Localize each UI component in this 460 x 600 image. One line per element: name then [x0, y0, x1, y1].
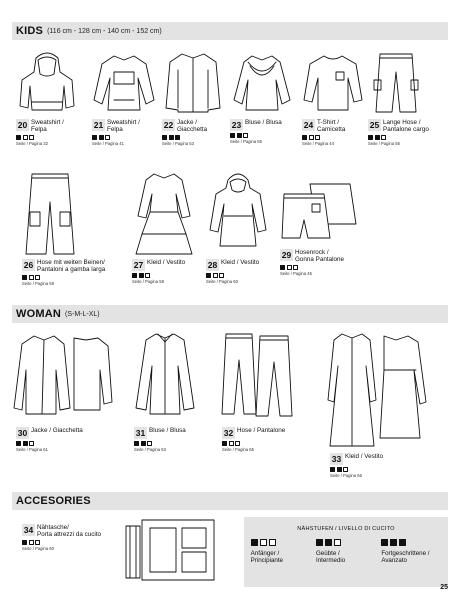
item-number: 25: [369, 120, 380, 130]
machine-filled-icon: [16, 135, 21, 140]
page-reference: Seite / Pagina 66: [330, 473, 362, 478]
item-number: 30: [17, 428, 28, 438]
skort-drawing: [280, 180, 360, 246]
item-name: Kleid / Vestito: [221, 259, 260, 266]
machine-filled-icon: [23, 441, 28, 446]
legend-level-beginner: [251, 539, 311, 565]
sweatshirt-hood-drawing: [16, 50, 78, 116]
page-reference: Seite / Pagina 59: [132, 279, 164, 284]
section-sizes: (S-M-L-XL): [65, 310, 100, 318]
item-label: [230, 119, 294, 131]
machine-empty-icon: [334, 539, 341, 546]
item-number: 31: [135, 428, 146, 438]
pattern-item-25[interactable]: [368, 50, 429, 146]
machine-filled-icon: [237, 133, 242, 138]
pattern-item-31[interactable]: [134, 330, 196, 452]
machine-empty-icon: [287, 265, 292, 270]
machine-empty-icon: [269, 539, 276, 546]
item-label: [302, 119, 364, 133]
page-reference: Seite / Pagina 56: [368, 141, 400, 147]
pattern-item-30[interactable]: [16, 330, 112, 452]
item-name: Sweatshirt / Felpa: [31, 119, 64, 134]
item-number: 26: [23, 260, 34, 270]
item-number: 24: [303, 120, 314, 130]
machine-empty-icon: [243, 133, 248, 138]
machine-filled-icon: [22, 540, 27, 545]
item-label: [368, 119, 429, 133]
machine-filled-icon: [368, 135, 373, 140]
machine-empty-icon: [105, 135, 110, 140]
machine-empty-icon: [343, 467, 348, 472]
difficulty-icons: [251, 539, 276, 546]
legend-label: Fortgeschrittene / Avanzato: [381, 550, 430, 565]
difficulty-icons: [22, 275, 105, 280]
machine-empty-icon: [309, 135, 314, 140]
machine-filled-icon: [22, 275, 27, 280]
item-name: Nähtasche/ Porta attrezzi da cucito: [37, 524, 102, 539]
item-label: [22, 524, 101, 538]
item-name: Lange Hose / Pantalone cargo: [383, 119, 429, 134]
item-label: [280, 249, 360, 263]
wide-leg-pants-drawing: [22, 172, 78, 256]
item-name: Sweatshirt / Felpa: [107, 119, 140, 134]
legend-label: Geübte / Intermedio: [315, 550, 346, 565]
machine-filled-icon: [132, 273, 137, 278]
item-name: Hosenrock / Gonna Pantalone: [295, 249, 345, 264]
page-reference: Seite / Pagina 60: [206, 279, 238, 284]
machine-filled-icon: [330, 467, 335, 472]
legend-level-advanced: [381, 539, 441, 565]
machine-empty-icon: [293, 265, 298, 270]
machine-filled-icon: [99, 135, 104, 140]
page-reference: Seite / Pagina 44: [302, 141, 334, 147]
page-reference: Seite / Pagina 60: [22, 546, 54, 552]
sewing-level-legend: [244, 517, 448, 587]
sewing-bag-icon: [124, 514, 220, 586]
machine-empty-icon: [35, 540, 40, 545]
item-number: 27: [133, 260, 144, 270]
pattern-item-29[interactable]: [280, 180, 360, 276]
machine-filled-icon: [337, 467, 342, 472]
machine-empty-icon: [229, 441, 234, 446]
difficulty-icons: [16, 441, 112, 446]
section-title: KIDS: [16, 25, 44, 37]
woman-dress-drawing: [330, 330, 430, 450]
difficulty-icons: [162, 135, 224, 140]
machine-empty-icon: [235, 441, 240, 446]
pattern-item-34[interactable]: [22, 520, 101, 551]
difficulty-icons: [316, 539, 341, 546]
pattern-item-32[interactable]: [222, 330, 292, 452]
machine-empty-icon: [29, 540, 34, 545]
machine-filled-icon: [390, 539, 397, 546]
machine-filled-icon: [139, 273, 144, 278]
item-number: 34: [23, 525, 34, 535]
page-reference: Seite / Pagina 65: [222, 447, 254, 452]
difficulty-icons: [230, 133, 294, 138]
machine-filled-icon: [175, 135, 180, 140]
machine-filled-icon: [230, 133, 235, 138]
pattern-item-26[interactable]: [22, 172, 105, 286]
difficulty-icons: [280, 265, 360, 270]
item-name: Bluse / Blusa: [245, 119, 282, 126]
machine-empty-icon: [29, 441, 34, 446]
item-number: 32: [223, 428, 234, 438]
machine-filled-icon: [206, 273, 211, 278]
machine-empty-icon: [35, 275, 40, 280]
page-reference: Seite / Pagina 53: [162, 141, 194, 147]
machine-filled-icon: [381, 539, 388, 546]
section-header-accessories: [12, 492, 448, 510]
difficulty-icons: [381, 539, 406, 546]
legend-level-intermediate: [316, 539, 376, 565]
difficulty-icons: [330, 467, 430, 472]
difficulty-icons: [368, 135, 429, 140]
machine-filled-icon: [375, 135, 380, 140]
item-name: Kleid / Vestito: [147, 259, 186, 266]
pattern-item-24[interactable]: [302, 50, 364, 146]
item-label: [22, 259, 105, 273]
difficulty-icons: [16, 135, 78, 140]
machine-filled-icon: [251, 539, 258, 546]
pattern-item-21[interactable]: [92, 50, 156, 146]
page-reference: Seite / Pagina 59: [22, 281, 54, 287]
item-label: [330, 453, 430, 465]
legend-title: NÄHSTUFEN / LIVELLO DI CUCITO: [297, 526, 395, 532]
machine-filled-icon: [16, 441, 21, 446]
woman-pants-drawing: [222, 330, 292, 424]
item-label: [92, 119, 156, 133]
item-number: 28: [207, 260, 218, 270]
pattern-item-22[interactable]: [162, 50, 224, 146]
section-header-woman: [12, 305, 448, 323]
item-name: Jacke / Giacchetta: [31, 427, 83, 434]
machine-filled-icon: [92, 135, 97, 140]
legend-label: Anfänger / Principiante: [250, 550, 283, 565]
item-name: Jacke / Giacchetta: [177, 119, 208, 134]
item-label: [206, 259, 270, 271]
pattern-item-27[interactable]: [132, 172, 196, 284]
machine-empty-icon: [381, 135, 386, 140]
item-number: 22: [163, 120, 174, 130]
blouse-drawing: [230, 50, 294, 116]
page-reference: Seite / Pagina 61: [16, 447, 48, 452]
page-reference: Seite / Pagina 45: [280, 271, 312, 277]
item-label: [16, 119, 78, 133]
item-label: [162, 119, 224, 133]
machine-filled-icon: [141, 441, 146, 446]
page-reference: Seite / Pagina 55: [230, 139, 262, 144]
page-reference: Seite / Pagina 32: [16, 141, 48, 147]
machine-filled-icon: [316, 539, 323, 546]
hooded-dress-drawing: [206, 172, 270, 256]
cargo-pants-drawing: [368, 50, 424, 116]
section-sizes: (116 cm - 128 cm - 140 cm - 152 cm): [47, 27, 162, 35]
item-label: [134, 427, 196, 439]
machine-empty-icon: [147, 441, 152, 446]
machine-filled-icon: [134, 441, 139, 446]
machine-filled-icon: [169, 135, 174, 140]
page-reference: Seite / Pagina 41: [92, 141, 124, 147]
item-name: Hose mit weiten Beinen/ Pantaloni a gamba larga: [37, 259, 106, 274]
difficulty-icons: [92, 135, 156, 140]
sewing-bag-drawing: [124, 514, 220, 586]
machine-empty-icon: [23, 135, 28, 140]
machine-empty-icon: [315, 135, 320, 140]
machine-empty-icon: [145, 273, 150, 278]
item-label: [132, 259, 196, 271]
machine-empty-icon: [219, 273, 224, 278]
item-number: 23: [231, 120, 242, 130]
difficulty-icons: [302, 135, 364, 140]
item-label: [222, 427, 292, 439]
woman-jacket-drawing: [16, 330, 112, 424]
page-number: 25: [440, 584, 448, 591]
machine-empty-icon: [213, 273, 218, 278]
item-number: 33: [331, 454, 342, 464]
tshirt-drawing: [302, 50, 364, 116]
machine-empty-icon: [29, 135, 34, 140]
difficulty-icons: [134, 441, 196, 446]
difficulty-icons: [22, 540, 101, 545]
section-title: ACCESORIES: [16, 495, 91, 507]
machine-filled-icon: [302, 135, 307, 140]
item-label: [16, 427, 112, 439]
legend-levels: [244, 539, 448, 565]
machine-filled-icon: [280, 265, 285, 270]
machine-filled-icon: [325, 539, 332, 546]
pattern-item-23[interactable]: [230, 50, 294, 144]
pattern-item-28[interactable]: [206, 172, 270, 284]
woman-blouse-drawing: [134, 330, 196, 424]
machine-filled-icon: [399, 539, 406, 546]
difficulty-icons: [132, 273, 196, 278]
sweatshirt-drawing: [92, 50, 156, 116]
item-number: 29: [281, 250, 292, 260]
item-name: Bluse / Blusa: [149, 427, 186, 434]
item-number: 20: [17, 120, 28, 130]
jacket-drawing: [162, 50, 224, 116]
machine-filled-icon: [222, 441, 227, 446]
difficulty-icons: [206, 273, 270, 278]
item-name: T-Shirt / Camicetta: [317, 119, 346, 134]
item-name: Kleid / Vestito: [345, 453, 384, 460]
page-reference: Seite / Pagina 63: [134, 447, 166, 452]
pattern-item-33[interactable]: [330, 330, 430, 478]
machine-filled-icon: [162, 135, 167, 140]
tiered-dress-drawing: [132, 172, 196, 256]
pattern-item-20[interactable]: [16, 50, 78, 146]
item-number: 21: [93, 120, 104, 130]
section-header-kids: [12, 22, 448, 40]
item-name: Hose / Pantalone: [237, 427, 286, 434]
machine-empty-icon: [29, 275, 34, 280]
section-title: WOMAN: [16, 308, 61, 320]
machine-empty-icon: [260, 539, 267, 546]
difficulty-icons: [222, 441, 292, 446]
